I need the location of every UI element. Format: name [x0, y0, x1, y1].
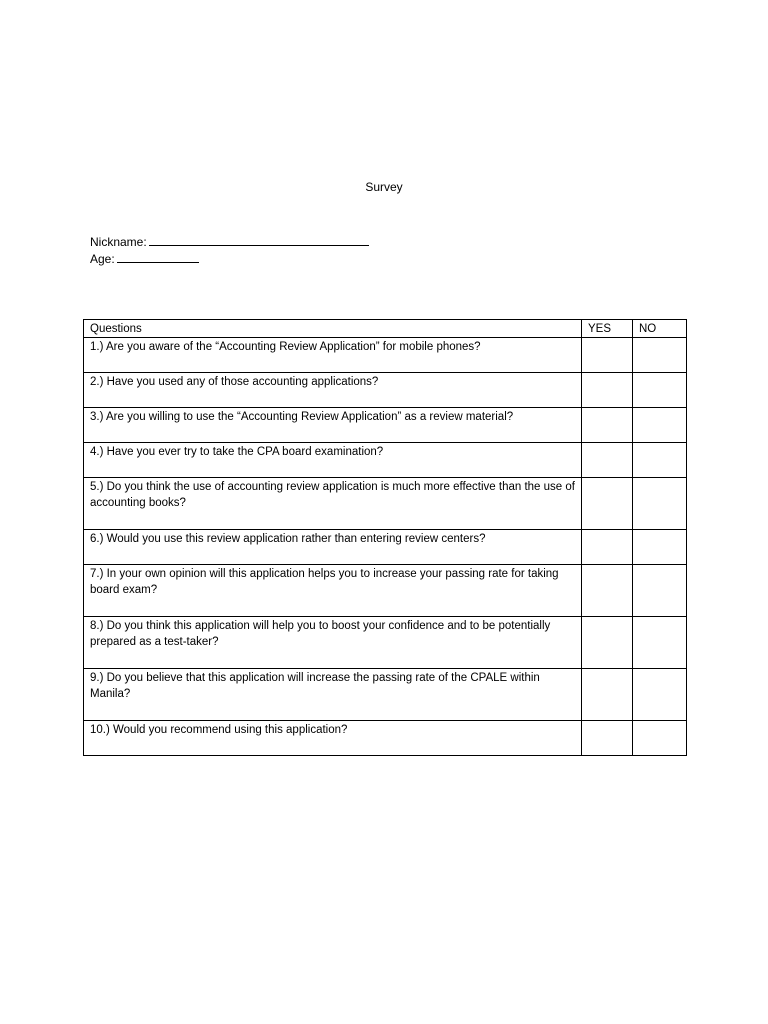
table-row	[84, 338, 687, 373]
table-row	[84, 530, 687, 565]
yes-answer-cell[interactable]	[582, 721, 633, 756]
nickname-field[interactable]	[90, 233, 369, 249]
question-text: 2.) Have you used any of those accounting applications?	[84, 373, 582, 408]
yes-answer-cell[interactable]	[582, 530, 633, 565]
yes-answer-cell[interactable]	[582, 408, 633, 443]
yes-answer-cell[interactable]	[582, 565, 633, 617]
question-text: 7.) In your own opinion will this application helps you to increase your passing rate for taking board exam?	[84, 565, 582, 617]
question-text: 5.) Do you think the use of accounting review application is much more effective than the use of accounting books?	[84, 478, 582, 530]
table-row	[84, 617, 687, 669]
yes-answer-cell[interactable]	[582, 338, 633, 373]
yes-header: YES	[582, 320, 633, 338]
no-answer-cell[interactable]	[633, 443, 687, 478]
no-answer-cell[interactable]	[633, 565, 687, 617]
questions-header: Questions	[84, 320, 582, 338]
question-text: 9.) Do you believe that this application will increase the passing rate of the CPALE within Manila?	[84, 669, 582, 721]
table-row	[84, 443, 687, 478]
question-text: 4.) Have you ever try to take the CPA board examination?	[84, 443, 582, 478]
table-row	[84, 478, 687, 530]
question-text: 6.) Would you use this review application rather than entering review centers?	[84, 530, 582, 565]
nickname-blank-line[interactable]	[149, 233, 369, 246]
age-field[interactable]	[90, 250, 199, 266]
table-row	[84, 408, 687, 443]
yes-answer-cell[interactable]	[582, 617, 633, 669]
no-answer-cell[interactable]	[633, 530, 687, 565]
yes-answer-cell[interactable]	[582, 669, 633, 721]
yes-answer-cell[interactable]	[582, 443, 633, 478]
survey-table	[83, 319, 687, 756]
no-answer-cell[interactable]	[633, 478, 687, 530]
no-answer-cell[interactable]	[633, 721, 687, 756]
no-answer-cell[interactable]	[633, 373, 687, 408]
question-text: 1.) Are you aware of the “Accounting Review Application” for mobile phones?	[84, 338, 582, 373]
table-row	[84, 669, 687, 721]
no-header: NO	[633, 320, 687, 338]
no-answer-cell[interactable]	[633, 338, 687, 373]
yes-answer-cell[interactable]	[582, 373, 633, 408]
age-label: Age:	[90, 252, 115, 266]
no-answer-cell[interactable]	[633, 669, 687, 721]
yes-answer-cell[interactable]	[582, 478, 633, 530]
nickname-label: Nickname:	[90, 235, 147, 249]
no-answer-cell[interactable]	[633, 408, 687, 443]
no-answer-cell[interactable]	[633, 617, 687, 669]
table-row	[84, 373, 687, 408]
question-text: 10.) Would you recommend using this application?	[84, 721, 582, 756]
table-header-row	[84, 320, 687, 338]
table-row	[84, 565, 687, 617]
age-blank-line[interactable]	[117, 250, 199, 263]
question-text: 8.) Do you think this application will help you to boost your confidence and to be potentially prepared as a test-taker?	[84, 617, 582, 669]
table-row	[84, 721, 687, 756]
question-text: 3.) Are you willing to use the “Accounting Review Application” as a review material?	[84, 408, 582, 443]
page-title: Survey	[365, 180, 403, 194]
